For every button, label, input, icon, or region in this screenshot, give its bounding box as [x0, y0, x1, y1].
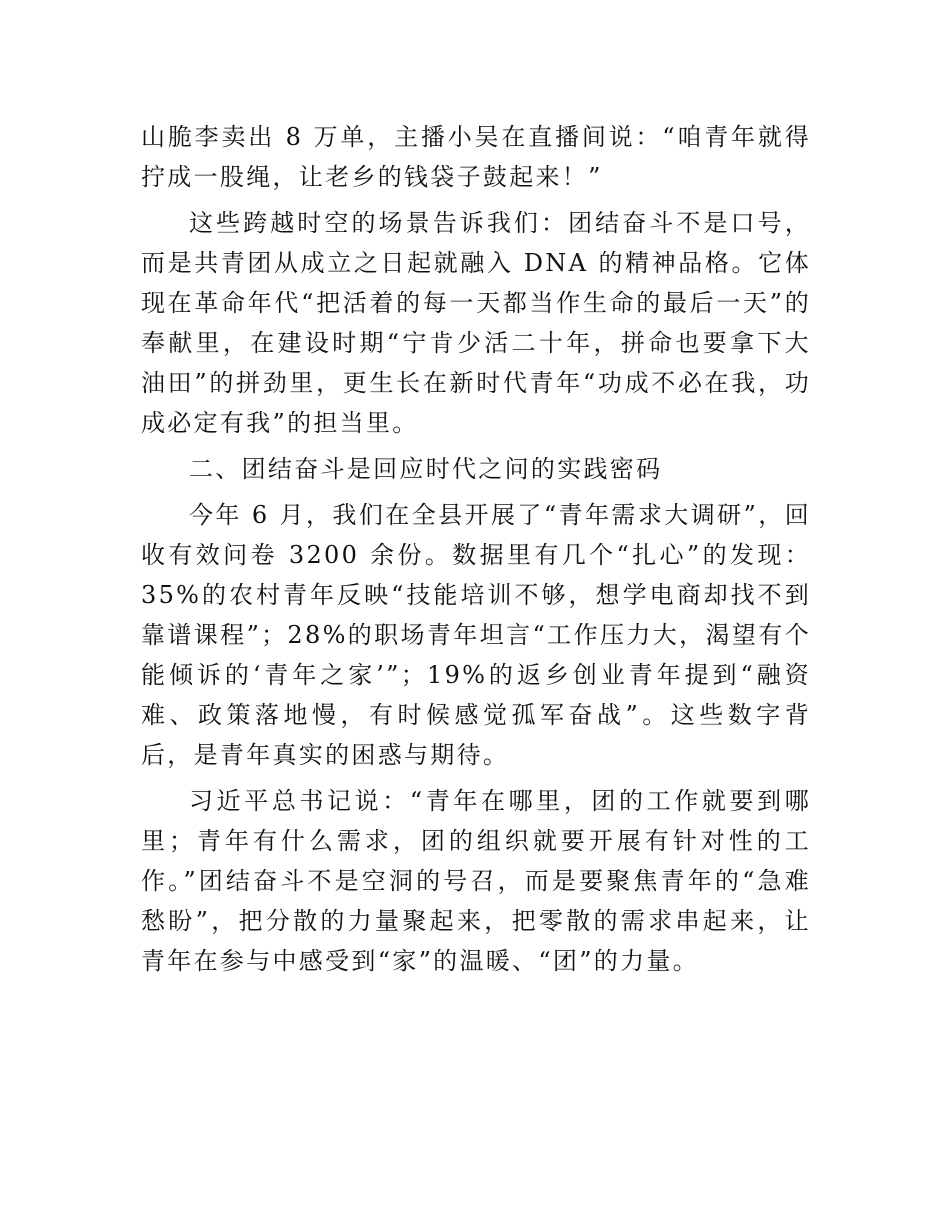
section-heading-two: 二、团结奋斗是回应时代之问的实践密码 — [189, 455, 663, 483]
paragraph-xi-quote: 习近平总书记说：“青年在哪里，团的工作就要到哪里；青年有什么需求，团的组织就要开展有针对性的工作。”团结奋斗不是空洞的号召，而是要聚焦青年的“急难愁盼”，把分散的力量聚起来，把零散的需求串起来，让青年在参与中感受到“家”的温暖、“团”的力量。 — [141, 787, 811, 975]
paragraph-unity-spirit: 这些跨越时空的场景告诉我们：团结奋斗不是口号，而是共青团从成立之日起就融入 DNA 的精神品格。它体现在革命年代“把活着的每一天都当作生命的最后一天”的奉献里，在建设时期“宁肯少活二十年，拼命也要拿下大油田”的拼劲里，更生长在新时代青年“功成不必在我，功成必定有我”的担当里。 — [141, 209, 811, 437]
paragraph-survey-findings: 今年 6 月，我们在全县开展了“青年需求大调研”，回收有效问卷 3200 余份。数据里有几个“扎心”的发现：35%的农村青年反映“技能培训不够，想学电商却找不到靠谱课程”；28%的职场青年坦言“工作压力大，渴望有个能倾诉的‘青年之家’”；19%的返乡创业青年提到“融资难、政策落地慢，有时候感觉孤军奋战”。这些数字背后，是青年真实的困惑与期待。 — [141, 501, 811, 769]
document-page — [141, 117, 811, 981]
paragraph-continued: 山脆李卖出 8 万单，主播小吴在直播间说：“咱青年就得拧成一股绳，让老乡的钱袋子鼓起来！” — [141, 123, 811, 191]
